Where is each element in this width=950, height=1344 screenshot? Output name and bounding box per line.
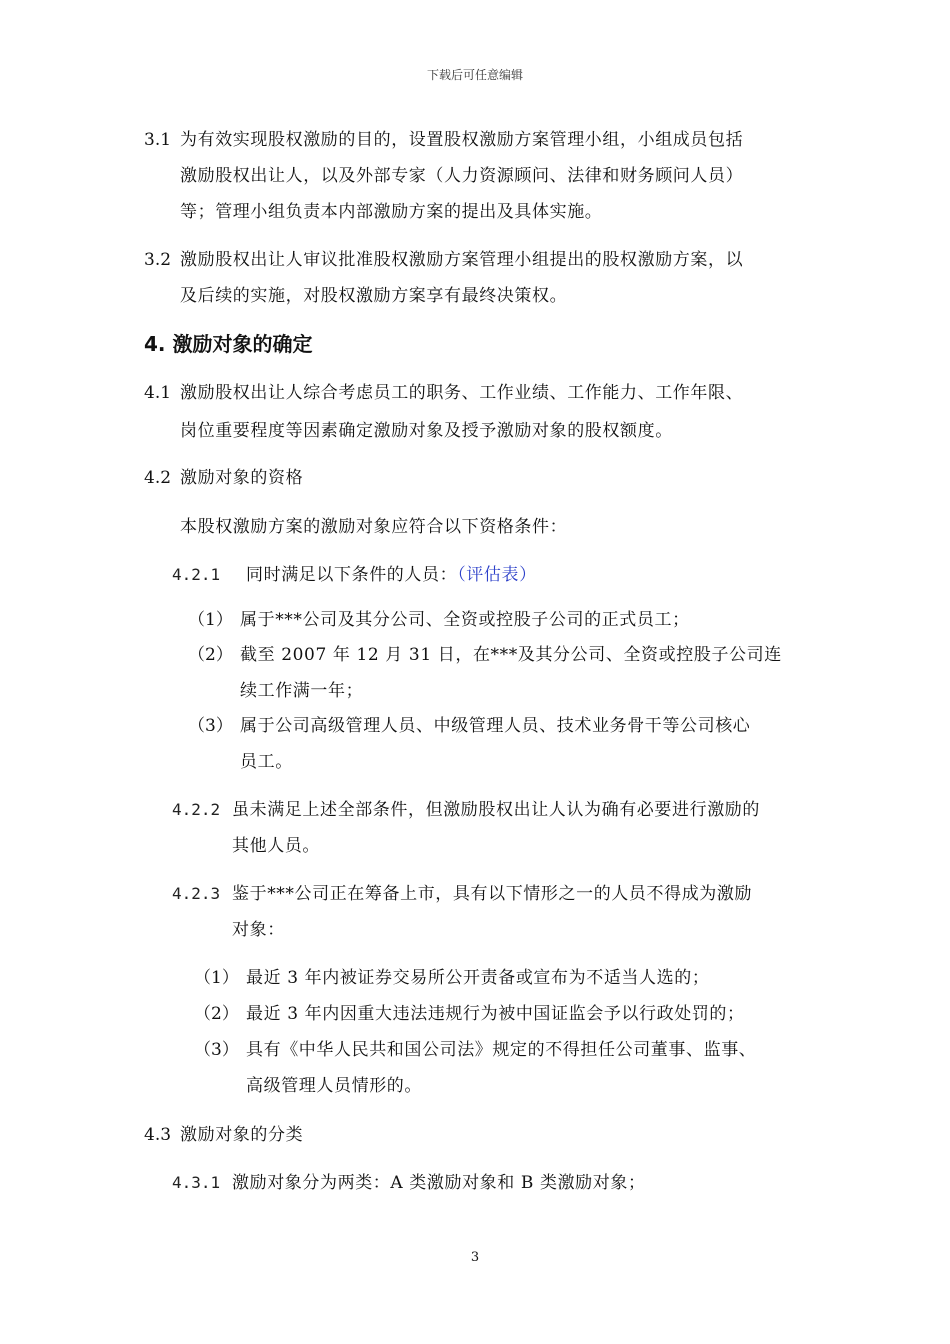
list-marker: （2） bbox=[188, 645, 233, 665]
section-number: 4.3.1 bbox=[172, 1173, 221, 1192]
paragraph-line: 对象： bbox=[232, 920, 285, 940]
paragraph-line: 本股权激励方案的激励对象应符合以下资格条件： bbox=[180, 517, 568, 537]
list-item: 属于公司高级管理人员、中级管理人员、技术业务骨干等公司核心 bbox=[240, 716, 751, 736]
list-item: 属于***公司及其分公司、全资或控股子公司的正式员工； bbox=[240, 610, 690, 630]
paragraph-line: 其他人员。 bbox=[232, 836, 320, 856]
list-item: 具有《中华人民共和国公司法》规定的不得担任公司董事、监事、 bbox=[246, 1040, 757, 1060]
paragraph-line: 及后续的实施，对股权激励方案享有最终决策权。 bbox=[180, 286, 568, 306]
paragraph-line bbox=[246, 563, 537, 587]
list-item: 最近 3 年内被证券交易所公开责备或宣布为不适当人选的； bbox=[246, 968, 710, 988]
section-title: 激励对象的资格 bbox=[180, 468, 304, 488]
paragraph-line: 虽未满足上述全部条件，但激励股权出让人认为确有必要进行激励的 bbox=[232, 800, 760, 820]
section-number: 4.2.2 bbox=[172, 800, 221, 819]
paragraph-line: 为有效实现股权激励的目的，设置股权激励方案管理小组，小组成员包括 bbox=[180, 130, 744, 150]
assessment-form-link[interactable]: （评估表） bbox=[457, 565, 537, 585]
list-marker: （2） bbox=[194, 1004, 239, 1024]
paragraph-line: 等；管理小组负责本内部激励方案的提出及具体实施。 bbox=[180, 202, 603, 222]
section-heading: 4. 激励对象的确定 bbox=[144, 332, 313, 356]
section-number: 3.1 bbox=[144, 130, 172, 150]
condition-text: 同时满足以下条件的人员： bbox=[246, 565, 458, 585]
list-item: 截至 2007 年 12 月 31 日，在***及其分公司、全资或控股子公司连 bbox=[240, 645, 782, 665]
list-item: 续工作满一年； bbox=[240, 681, 364, 701]
paragraph-line: 岗位重要程度等因素确定激励对象及授予激励对象的股权额度。 bbox=[180, 421, 673, 441]
paragraph-line: 激励股权出让人，以及外部专家（人力资源顾问、法律和财务顾问人员） bbox=[180, 166, 744, 186]
paragraph-line: 激励对象分为两类：A 类激励对象和 B 类激励对象； bbox=[232, 1173, 646, 1193]
section-number: 3.2 bbox=[144, 250, 172, 270]
paragraph-line: 鉴于***公司正在筹备上市，具有以下情形之一的人员不得成为激励 bbox=[232, 884, 753, 904]
paragraph-line: 激励股权出让人审议批准股权激励方案管理小组提出的股权激励方案，以 bbox=[180, 250, 744, 270]
paragraph-line: 激励股权出让人综合考虑员工的职务、工作业绩、工作能力、工作年限、 bbox=[180, 383, 744, 403]
list-marker: （1） bbox=[194, 968, 239, 988]
page-header: 下载后可任意编辑 bbox=[426, 68, 523, 82]
list-item: 员工。 bbox=[240, 752, 293, 772]
list-marker: （3） bbox=[194, 1040, 239, 1060]
section-number: 4.2 bbox=[144, 468, 172, 488]
list-item: 高级管理人员情形的。 bbox=[246, 1076, 422, 1096]
list-marker: （1） bbox=[188, 610, 233, 630]
section-number: 4.3 bbox=[144, 1125, 172, 1145]
section-number: 4.2.3 bbox=[172, 884, 221, 903]
page-number: 3 bbox=[470, 1250, 480, 1265]
section-number: 4.1 bbox=[144, 383, 172, 403]
list-item: 最近 3 年内因重大违法违规行为被中国证监会予以行政处罚的； bbox=[246, 1004, 745, 1024]
section-number: 4.2.1 bbox=[172, 565, 221, 584]
section-title: 激励对象的分类 bbox=[180, 1125, 304, 1145]
list-marker: （3） bbox=[188, 716, 233, 736]
